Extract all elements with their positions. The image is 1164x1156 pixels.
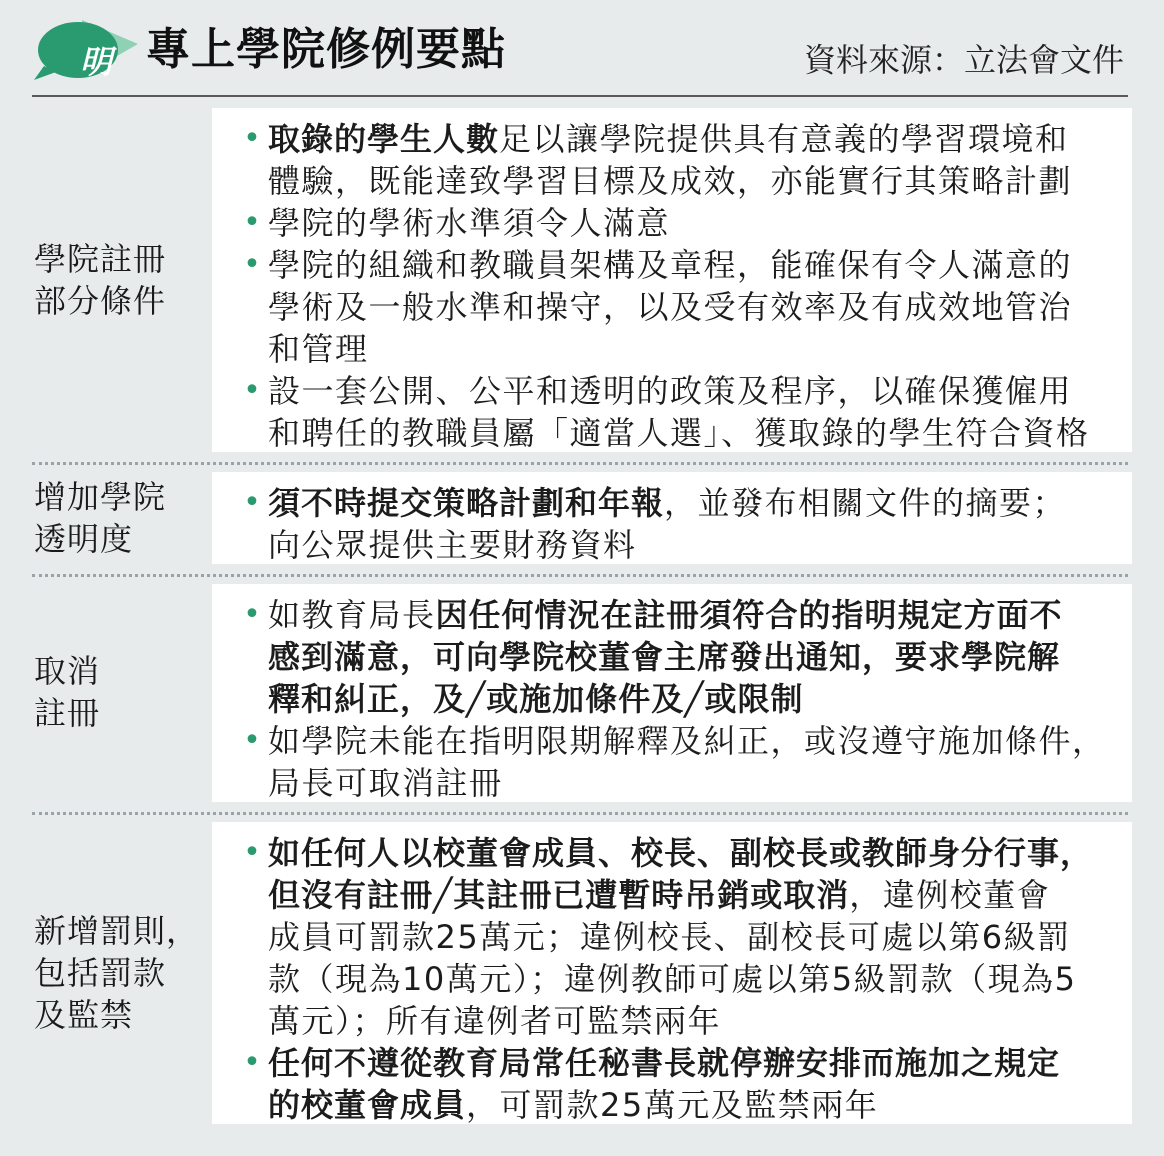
section-label: [34, 650, 214, 734]
label-line: 學院註冊: [34, 240, 167, 278]
section-label: [34, 238, 214, 322]
list-item: [234, 482, 1118, 566]
text: ，並發布相關文件的摘要；: [664, 484, 1067, 522]
text: 足以讓學院提供具有意義的學習環境和: [499, 120, 1069, 158]
bold-text: 須不時提交策略計劃和年報: [268, 484, 665, 522]
text: 成員可罰款25萬元；違例校長、副校長可處以第6級罰: [268, 918, 1071, 956]
text: ，可罰款25萬元及監禁兩年: [466, 1086, 879, 1124]
bold-text: 釋和糾正，及╱或施加條件及╱或限制: [268, 680, 804, 718]
text: 體驗，既能達致學習目標及成效，亦能實行其策略計劃: [268, 162, 1073, 200]
list-item: [234, 720, 1118, 804]
label-line: 及監禁: [34, 996, 134, 1034]
text: 學院的組織和教職員架構及章程，能確保有令人滿意的: [268, 246, 1073, 284]
bullet-dot-icon: •: [243, 835, 261, 870]
dotted-divider: [32, 574, 1128, 577]
bullet-dot-icon: •: [243, 597, 261, 632]
page-title: 專上學院修例要點: [146, 24, 506, 75]
bold-text: 如任何人以校董會成員、校長、副校長或教師身分行事，: [268, 834, 1094, 872]
ming-pao-logo: [30, 14, 142, 84]
text: ，違例校董會: [849, 876, 1051, 914]
bold-text: 取錄的學生人數: [268, 120, 500, 158]
label-line: 註冊: [34, 694, 101, 732]
label-line: 部分條件: [34, 282, 167, 320]
section-label: [34, 910, 214, 1036]
logo-character: 明: [79, 43, 112, 81]
list-item: [234, 244, 1118, 370]
bullet-dot-icon: •: [243, 723, 261, 758]
list-item: [234, 118, 1118, 202]
list-item: [234, 594, 1118, 720]
bold-text: 但沒有註冊╱其註冊已遭暫時吊銷或取消: [268, 876, 850, 914]
bullet-dot-icon: •: [243, 1045, 261, 1080]
label-line: 透明度: [34, 520, 134, 558]
source-note: 資料來源：立法會文件: [803, 41, 1124, 79]
header-divider: [32, 95, 1128, 97]
text: 和管理: [268, 330, 369, 368]
bullet-dot-icon: •: [243, 247, 261, 282]
list-item: [234, 370, 1118, 454]
dotted-divider: [32, 812, 1128, 815]
content-panel: [212, 472, 1132, 564]
bold-text: 任何不遵從教育局常任秘書長就停辦安排而施加之規定: [268, 1044, 1061, 1082]
text: 款（現為10萬元）；違例教師可處以第5級罰款（現為5: [268, 960, 1077, 998]
text: 局長可取消註冊: [268, 764, 503, 802]
text: 如學院未能在指明限期解釋及糾正，或沒遵守施加條件，: [268, 722, 1106, 760]
text: 學院的學術水準須令人滿意: [268, 204, 671, 242]
label-line: 取消: [34, 652, 101, 690]
label-line: 新增罰則，: [34, 912, 200, 950]
text: 學術及一般水準和操守，以及受有效率及有成效地管治: [268, 288, 1073, 326]
bullet-dot-icon: •: [243, 485, 261, 520]
text: 如教育局長: [268, 596, 436, 634]
text: 設一套公開、公平和透明的政策及程序，以確保獲僱用: [268, 372, 1073, 410]
bold-text: 的校董會成員: [268, 1086, 467, 1124]
bold-text: 因任何情況在註冊須符合的指明規定方面不: [435, 596, 1063, 634]
bullet-dot-icon: •: [243, 121, 261, 156]
content-panel: [212, 584, 1132, 802]
text: 萬元）；所有違例者可監禁兩年: [268, 1002, 722, 1040]
bullet-dot-icon: •: [243, 205, 261, 240]
list-item: [234, 832, 1118, 1042]
bullet-dot-icon: •: [243, 373, 261, 408]
label-line: 增加學院: [34, 478, 167, 516]
content-panel: [212, 108, 1132, 452]
section-label: [34, 476, 214, 560]
header: [0, 0, 1164, 96]
dotted-divider: [32, 462, 1128, 465]
list-item: [234, 202, 1118, 244]
label-line: 包括罰款: [34, 954, 167, 992]
content-panel: [212, 822, 1132, 1124]
text: 向公眾提供主要財務資料: [268, 526, 637, 564]
bold-text: 感到滿意，可向學院校董會主席發出通知，要求學院解: [268, 638, 1061, 676]
list-item: [234, 1042, 1118, 1126]
text: 和聘任的教職員屬「適當人選」、獲取錄的學生符合資格: [268, 414, 1090, 452]
